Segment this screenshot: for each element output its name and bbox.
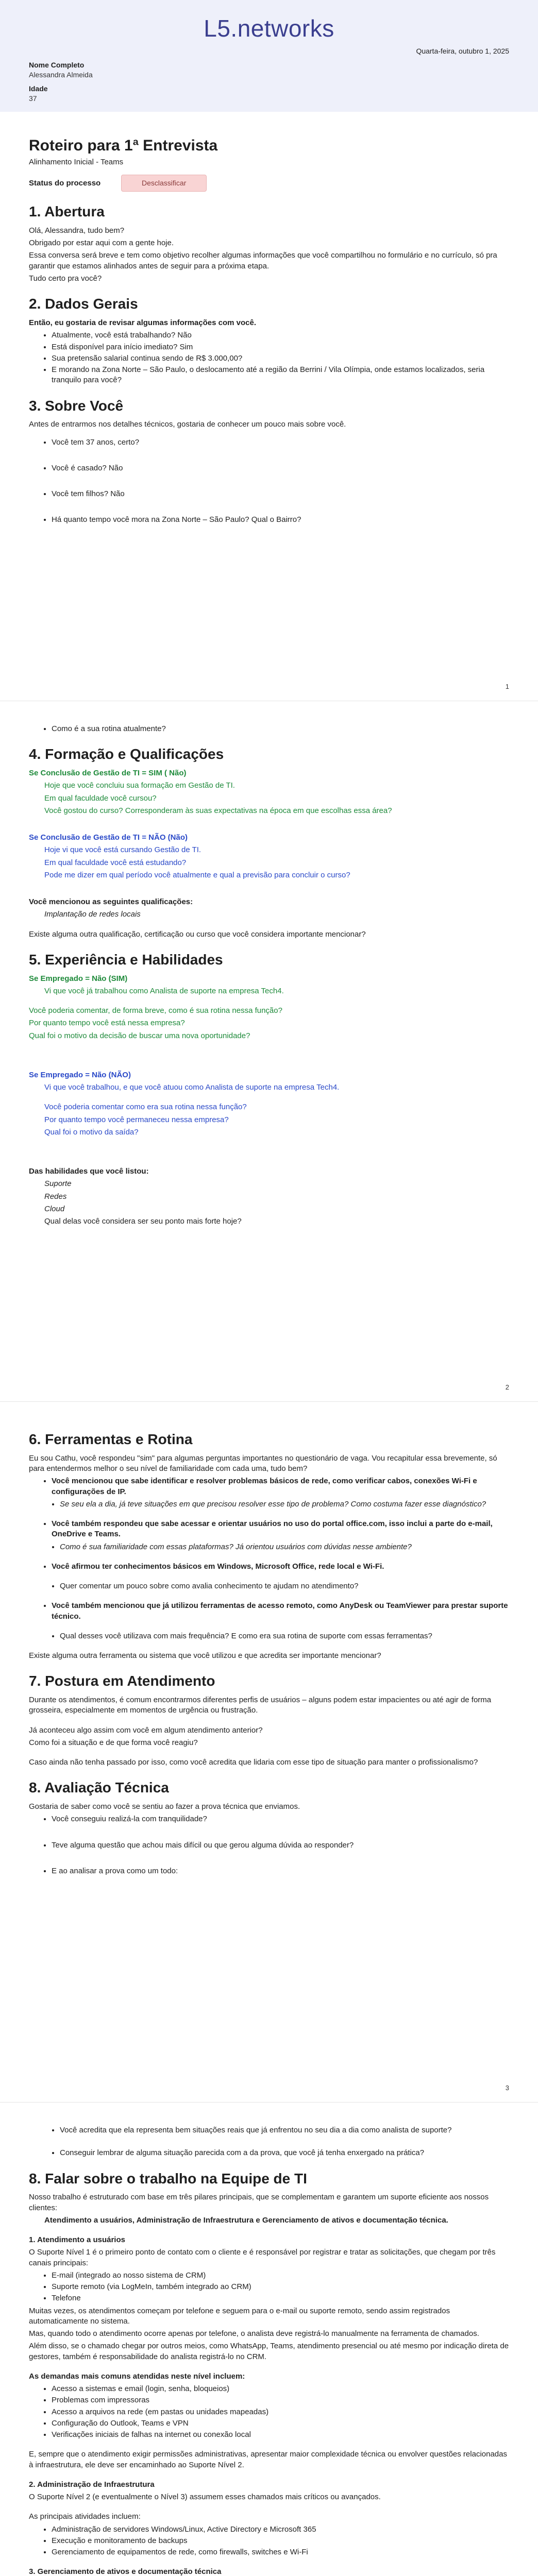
status-row [29, 175, 509, 192]
abertura-line: Essa conversa será breve e tem como objetivo recolher algumas informações que você compartilhou no formulário e no currículo, só pra garantir que estamos alinhados antes de seguir para a próxima etapa. [29, 251, 497, 270]
infra-label: As principais atividades incluem: [29, 2512, 141, 2521]
list-item: • Suporte remoto (via LogMeIn, também integrado ao CRM) [52, 2282, 509, 2292]
certs-label: Você mencionou as seguintes qualificações: [29, 897, 193, 907]
list-item: • Você também respondeu que sabe acessar e orientar usuários no uso do portal office.com, isso inclui a parte do e-mail, OneDrive e Teams. [52, 1519, 509, 1540]
equipe-pillars: Atendimento a usuários, Administração de Infraestrutura e Gerenciamento de ativos e documentação técnica. [44, 2215, 448, 2225]
atendimento-paragraph: Além disso, se o chamado chegar por outros meios, como WhatsApp, Teams, atendimento presencial ou até mesmo por indicação direta de gestores, também é responsabilidade do analista registrá-lo no CRM. [29, 2342, 509, 2361]
formacao-block-b-line: Pode me dizer em qual período você atualmente e qual a previsão para concluir o curso? [44, 870, 350, 879]
list-item: • Sua pretensão salarial continua sendo de R$ 3.000,00? [52, 353, 509, 364]
list-item: • Você afirmou ter conhecimentos básicos em Windows, Microsoft Office, rede local e Wi-Fi. [52, 1562, 509, 1572]
list-item: • Você conseguiu realizá-la com tranquilidade? [52, 1814, 509, 1824]
list-item: • Você também mencionou que já utilizou ferramentas de acesso remoto, como AnyDesk ou TeamViewer para prestar suporte técnico. [52, 1601, 509, 1622]
list-item: • Você tem 37 anos, certo? [52, 437, 509, 448]
list-item: • E-mail (integrado ao nosso sistema de CRM) [52, 2270, 509, 2281]
postura-paragraph: Como foi a situação e de que forma você reagiu? [29, 1738, 198, 1747]
page-number: 3 [505, 2084, 509, 2092]
list-item: • Você acredita que ela representa bem situações reais que já enfrentou no seu dia a dia como analista de suporte? [60, 2125, 509, 2136]
ferramentas-list [29, 1562, 509, 1572]
certs-question: Existe alguma outra qualificação, certificação ou curso que você considera importante mencionar? [29, 929, 366, 939]
section-postura-title: 7. Postura em Atendimento [29, 1673, 215, 1689]
ferramentas-sub-list [29, 1631, 509, 1641]
page-3 [0, 1401, 538, 2102]
ferramentas-list [29, 1519, 509, 1540]
list-item: • Telefone [52, 2293, 509, 2303]
abertura-line: Obrigado por estar aqui com a gente hoje. [29, 239, 174, 248]
list-item: • Qual desses você utilizava com mais frequência? E como era sua rotina de suporte com essas ferramentas? [60, 1631, 509, 1641]
postura-paragraph: Caso ainda não tenha passado por isso, como você acredita que lidaria com esse tipo de situação para manter o profissionalismo? [29, 1758, 478, 1767]
list-item: • Execução e monitoramento de backups [52, 2536, 509, 2546]
avaliacao-intro: Gostaria de saber como você se sentiu ao fazer a prova técnica que enviamos. [29, 1802, 300, 1811]
skill-item: Redes [44, 1192, 67, 1201]
list-item: • Teve alguma questão que achou mais difícil ou que gerou alguma dúvida ao responder? [52, 1840, 509, 1851]
demands-label: As demandas mais comuns atendidas neste nível incluem: [29, 2371, 245, 2381]
ativos-title: 3. Gerenciamento de ativos e documentação técnica [29, 2567, 222, 2576]
dados-gerais-intro: Então, eu gostaria de revisar algumas informações com você. [29, 318, 256, 328]
infra-title: 2. Administração de Infraestrutura [29, 2480, 155, 2489]
formacao-block-a-line: Você gostou do curso? Corresponderam às suas expectativas na época em que escolhas essa área? [44, 806, 392, 815]
company-logo [29, 12, 509, 44]
list-item: • Está disponível para início imediato? Sim [52, 342, 509, 352]
atendimento-paragraph: E, sempre que o atendimento exigir permissões administrativas, apresentar maior complexidade técnica ou envolver questões relacionadas à infraestrutura, ele deve ser encaminhado ao Suporte Nível 2. [29, 2450, 507, 2469]
list-item: • Como é sua familiaridade com essas plataformas? Já orientou usuários com dúvidas nesse ambiente? [60, 1542, 509, 1552]
atendimento-title: 1. Atendimento a usuários [29, 2235, 125, 2245]
formacao-block-b-line: Hoje vi que você está cursando Gestão de TI. [44, 845, 201, 855]
section-dados-gerais-title: 2. Dados Gerais [29, 296, 138, 312]
exp-yes-line: Vi que você já trabalhou como Analista de suporte na empresa Tech4. [44, 986, 284, 995]
dados-gerais-list [29, 330, 509, 385]
list-item: • Conseguir lembrar de alguma situação parecida com a da prova, que você já tenha enxergado na prática? [60, 2148, 509, 2158]
exp-no-header: Se Empregado = Não (NÃO) [29, 1070, 131, 1079]
list-item: • Acesso a arquivos na rede (em pastas ou unidades mapeadas) [52, 2407, 509, 2417]
list-item: • Você tem filhos? Não [52, 489, 509, 499]
age-label: Idade [29, 84, 48, 93]
page-number: 2 [505, 1383, 509, 1392]
demands-list [29, 2384, 509, 2440]
skills-label: Das habilidades que você listou: [29, 1167, 149, 1176]
page-2 [0, 701, 538, 1401]
ferramentas-close: Existe alguma outra ferramenta ou sistema que você utilizou e que acredita ser importante mencionar? [29, 1651, 381, 1660]
page-title: Roteiro para 1ª Entrevista [29, 137, 218, 154]
equipe-intro: Nosso trabalho é estruturado com base em três pilares principais, que se complementam e garantem um suporte eficiente aos nossos clientes: [29, 2193, 489, 2212]
atendimento-paragraph: Muitas vezes, os atendimentos começam por telefone e seguem para o e-mail ou suporte remoto, sendo assim registrados automaticamente no sistema. [29, 2306, 450, 2326]
list-item: • Atualmente, você está trabalhando? Não [52, 330, 509, 341]
ferramentas-sub-list [29, 1499, 509, 1510]
avaliacao-sub-list [29, 2125, 509, 2159]
ferramentas-sub-list [29, 1581, 509, 1591]
certs-value: Implantação de redes locais [44, 910, 141, 919]
list-item: • Administração de servidores Windows/Linux, Active Directory e Microsoft 365 [52, 2524, 509, 2535]
sobre-voce-intro: Antes de entrarmos nos detalhes técnicos, gostaria de conhecer um pouco mais sobre você. [29, 420, 346, 429]
exp-yes-header: Se Empregado = Não (SIM) [29, 974, 128, 983]
section-ferramentas-title: 6. Ferramentas e Rotina [29, 1431, 193, 1447]
exp-no-line: Vi que você trabalhou, e que você atuou como Analista de suporte na empresa Tech4. [44, 1083, 340, 1092]
skill-item: Suporte [44, 1179, 72, 1189]
page-number: 1 [505, 683, 509, 691]
interview-date: Quarta-feira, outubro 1, 2025 [416, 47, 509, 56]
exp-no-line: Qual foi o motivo da saída? [44, 1127, 139, 1137]
formacao-block-b-line: Em qual faculdade você está estudando? [44, 858, 187, 867]
logo-accent: networks [237, 15, 334, 42]
page-4 [0, 2102, 538, 2576]
formacao-block-a-header: Se Conclusão de Gestão de TI = SIM ( Não) [29, 769, 187, 778]
exp-yes-line: Você poderia comentar, de forma breve, como é sua rotina nessa função? [29, 1006, 282, 1015]
ferramentas-intro: Eu sou Cathu, você respondeu "sim" para algumas perguntas importantes no questionário de vaga. Vou recapitular essa brevemente, só para entendermos melhor o seu nível de familiaridade com cada uma, tudo bem? [29, 1453, 497, 1473]
status-label: Status do processo [29, 178, 101, 188]
section-experiencia-title: 5. Experiência e Habilidades [29, 951, 223, 968]
infra-paragraph: O Suporte Nível 2 (e eventualmente o Nível 3) assumem esses chamados mais críticos ou avançados. [29, 2493, 381, 2502]
list-item: • Há quanto tempo você mora na Zona Norte – São Paulo? Qual o Bairro? [52, 515, 509, 525]
list-item: • Gerenciamento de equipamentos de rede, como firewalls, switches e Wi-Fi [52, 2547, 509, 2557]
postura-paragraph: Durante os atendimentos, é comum encontrarmos diferentes perfis de usuários – alguns podem estar impacientes ou até agir de forma grosseira, especialmente em momentos de urgência ou frustração. [29, 1696, 492, 1715]
list-item: • Você é casado? Não [52, 463, 509, 473]
atendimento-paragraph: Mas, quando todo o atendimento ocorre apenas por telefone, o analista deve registrá-lo manualmente na ferramenta de chamados. [29, 2329, 479, 2338]
section-avaliacao-title: 8. Avaliação Técnica [29, 1780, 169, 1796]
section-sobre-voce-title: 3. Sobre Você [29, 397, 124, 414]
list-item: • Acesso a sistemas e email (login, senha, bloqueios) [52, 2384, 509, 2394]
exp-no-line: Por quanto tempo você permaneceu nessa empresa? [44, 1115, 229, 1124]
age-value: 37 [29, 94, 37, 103]
name-value: Alessandra Almeida [29, 70, 93, 79]
list-item: • Você mencionou que sabe identificar e resolver problemas básicos de rede, como verificar cabos, conexões Wi-Fi e configurações de IP. [52, 1476, 509, 1497]
list-item: • Problemas com impressoras [52, 2395, 509, 2405]
list-item: • Como é a sua rotina atualmente? [52, 724, 509, 734]
section-abertura-title: 1. Abertura [29, 204, 105, 220]
postura-paragraph: Já aconteceu algo assim com você em algum atendimento anterior? [29, 1725, 263, 1735]
page-subtitle: Alinhamento Inicial - Teams [29, 158, 124, 167]
list-item: • Verificações iniciais de falhas na internet ou conexão local [52, 2430, 509, 2440]
infra-list [29, 2524, 509, 2558]
channels-list [29, 2270, 509, 2304]
list-item: • E ao analisar a prova como um todo: [52, 1866, 509, 1876]
atendimento-paragraph: O Suporte Nível 1 é o primeiro ponto de contato com o cliente e é responsável por registrar e tratar as solicitações, que chegam por três canais principais: [29, 2248, 496, 2267]
name-label: Nome Completo [29, 60, 85, 69]
list-item: • Configuração do Outlook, Teams e VPN [52, 2418, 509, 2429]
skills-question: Qual delas você considera ser seu ponto mais forte hoje? [44, 1217, 242, 1226]
abertura-line: Olá, Alessandra, tudo bem? [29, 226, 125, 235]
list-item: • Quer comentar um pouco sobre como avalia conhecimento te ajudam no atendimento? [60, 1581, 509, 1591]
ferramentas-sub-list [29, 1542, 509, 1552]
list-item: • E morando na Zona Norte – São Paulo, o deslocamento até a região da Berrini / Vila Olímpia, onde estamos localizados, seria tranquilo para você? [52, 365, 509, 386]
formacao-block-a-line: Em qual faculdade você cursou? [44, 793, 157, 803]
skill-item: Cloud [44, 1204, 65, 1213]
ferramentas-list [29, 1476, 509, 1497]
sobre-voce-list [29, 437, 509, 526]
exp-yes-line: Qual foi o motivo da decisão de buscar uma nova oportunidade? [29, 1031, 250, 1040]
section-equipe-title: 8. Falar sobre o trabalho na Equipe de TI [29, 2170, 307, 2187]
status-select[interactable]: Desclassificar [121, 175, 207, 192]
avaliacao-list [29, 1814, 509, 1876]
abertura-line: Tudo certo pra você? [29, 274, 102, 283]
ferramentas-list [29, 1601, 509, 1622]
section-formacao-title: 4. Formação e Qualificações [29, 746, 224, 762]
page-1 [0, 0, 538, 701]
formacao-block-a-line: Hoje que você concluiu sua formação em Gestão de TI. [44, 781, 235, 790]
exp-yes-line: Por quanto tempo você está nessa empresa? [29, 1019, 185, 1028]
logo-main: L5. [204, 15, 238, 42]
list-item: • Se seu ela a dia, já teve situações em que precisou resolver esse tipo de problema? Como costuma fazer esse diagnóstico? [60, 1499, 509, 1510]
exp-no-line: Você poderia comentar como era sua rotina nessa função? [44, 1103, 247, 1112]
routine-list [29, 724, 509, 734]
formacao-block-b-header: Se Conclusão de Gestão de TI = NÃO (Não) [29, 833, 188, 842]
header-band [0, 0, 538, 112]
